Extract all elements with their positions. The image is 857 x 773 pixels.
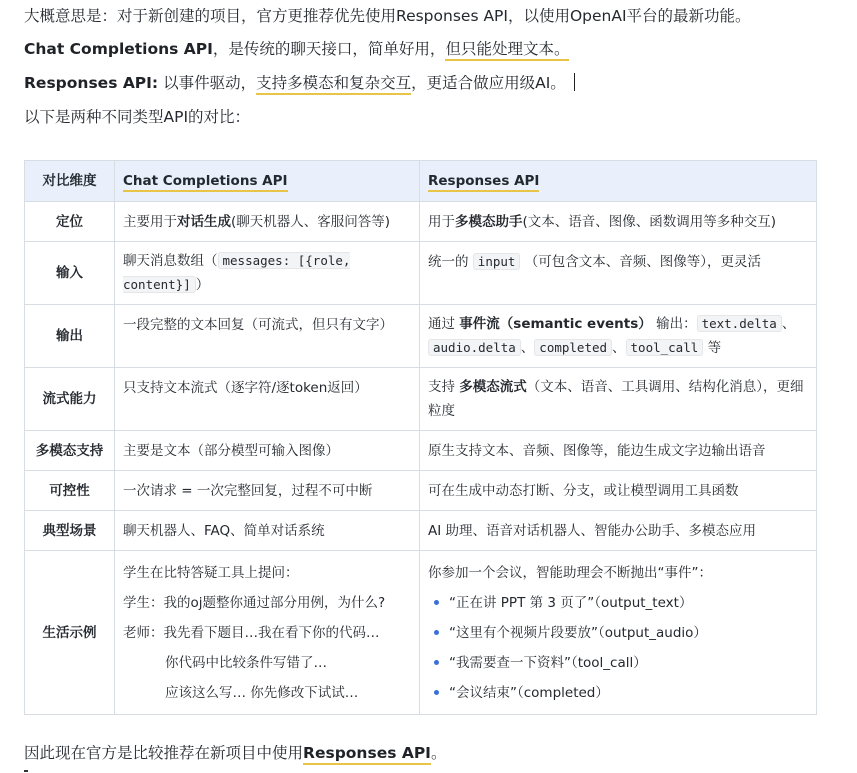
inline-code: audio.delta: [428, 339, 521, 356]
example-line: 应该这么写… 你先修改下试试…: [165, 684, 359, 701]
chat-completions-title: Chat Completions API: [24, 40, 213, 58]
inline-code: text.delta: [697, 315, 782, 332]
cell-responses: 统一的 input （可包含文本、音频、图像等），更灵活: [420, 242, 817, 305]
table-row: [25, 511, 817, 551]
row-label: 多模态支持: [25, 431, 115, 471]
cell-responses: 可在生成中动态打断、分支，或让模型调用工具函数: [420, 471, 817, 511]
inline-code: completed: [534, 339, 612, 356]
cell-chat-completions: 主要用于对话生成(聊天机器人、客服问答等): [115, 202, 420, 242]
cell-responses: 通过 事件流（semantic events） 输出： text.delta 、audio.delta 、 completed 、 tool_call 等: [420, 305, 817, 368]
example-line: 老师：我先看下题目…我在看下你的代码…: [123, 624, 380, 641]
table-row: [25, 431, 817, 471]
table-row: [25, 305, 817, 368]
cell-chat-completions: 聊天消息数组（ messages: [{role, content}] ）: [115, 242, 420, 305]
cell-chat-completions: 聊天机器人、FAQ、简单对话系统: [115, 511, 420, 551]
inline-code: tool_call: [626, 339, 704, 356]
cell-chat-completions: 主要是文本（部分模型可输入图像）: [115, 431, 420, 471]
table-header-row: [25, 161, 817, 202]
example-line: 学生：我的oj题整你通过部分用例，为什么?: [123, 594, 386, 611]
cell-responses: 原生支持文本、音频、图像等，能边生成文字边输出语音: [420, 431, 817, 471]
chat-completions-desc: ，是传统的聊天接口，简单好用，: [212, 40, 446, 58]
cell-responses: AI 助理、语音对话机器人、智能办公助手、多模态应用: [420, 511, 817, 551]
row-label: 定位: [25, 202, 115, 242]
chat-completions-summary: [24, 38, 569, 60]
table-row: [25, 202, 817, 242]
chat-completions-highlight: 但只能处理文本。: [445, 40, 569, 61]
inline-code: messages: [{role, content}]: [123, 253, 351, 292]
list-item: “会议结束”（completed）: [428, 678, 808, 708]
header-dimension: 对比维度: [25, 161, 115, 202]
bullet-icon: [434, 600, 439, 605]
list-item: “正在讲 PPT 第 3 页了”（output_text）: [428, 588, 808, 618]
cell-responses: [420, 551, 817, 715]
table-row: [25, 242, 817, 305]
text-cursor: [574, 73, 575, 91]
example-intro: 你参加一个会议，智能助理会不断抛出“事件”：: [428, 564, 712, 581]
example-line: 你代码中比较条件写错了…: [165, 654, 327, 671]
responses-summary: [24, 72, 575, 94]
list-item: “我需要查一下资料”（tool_call）: [428, 648, 808, 678]
bullet-icon: [434, 630, 439, 635]
row-label: 输出: [25, 305, 115, 368]
inline-code: input: [473, 253, 521, 270]
header-chat-completions: Chat Completions API: [115, 161, 420, 202]
bullet-icon: [434, 660, 439, 665]
comparison-table: [24, 160, 817, 715]
row-label: 生活示例: [25, 551, 115, 715]
compare-intro: 以下是两种不同类型API的对比：: [24, 108, 251, 126]
conclusion: 因此现在官方是比较推荐在新项目中使用Responses API。: [24, 742, 446, 764]
cell-chat-completions: 一段完整的文本回复（可流式，但只有文字）: [115, 305, 420, 368]
cell-responses: 支持 多模态流式（文本、语音、工具调用、结构化消息），更细粒度: [420, 368, 817, 431]
responses-title: Responses API:: [24, 74, 159, 92]
conclusion-highlight: Responses API: [303, 744, 431, 765]
intro-line: 大概意思是：对于新创建的项目，官方更推荐优先使用Responses API，以使用OpenAI平台的最新功能。: [24, 7, 751, 25]
responses-highlight: 支持多模态和复杂交互: [256, 74, 411, 95]
table-row: [25, 471, 817, 511]
cell-chat-completions: [115, 551, 420, 715]
row-label: 输入: [25, 242, 115, 305]
cell-chat-completions: 一次请求 = 一次完整回复，过程不可中断: [115, 471, 420, 511]
paragraph-marker: [24, 770, 28, 772]
example-line: 学生在比特答疑工具上提问：: [123, 564, 299, 581]
row-label: 典型场景: [25, 511, 115, 551]
list-item: “这里有个视频片段要放”（output_audio）: [428, 618, 808, 648]
responses-desc-a: 以事件驱动，: [158, 74, 257, 92]
table-row: [25, 551, 817, 715]
responses-desc-b: ，更适合做应用级AI。: [411, 74, 566, 92]
header-responses: Responses API: [420, 161, 817, 202]
row-label: 可控性: [25, 471, 115, 511]
cell-responses: 用于多模态助手(文本、语音、图像、函数调用等多种交互): [420, 202, 817, 242]
bullet-icon: [434, 690, 439, 695]
row-label: 流式能力: [25, 368, 115, 431]
cell-chat-completions: 只支持文本流式（逐字符/逐token返回）: [115, 368, 420, 431]
table-row: [25, 368, 817, 431]
